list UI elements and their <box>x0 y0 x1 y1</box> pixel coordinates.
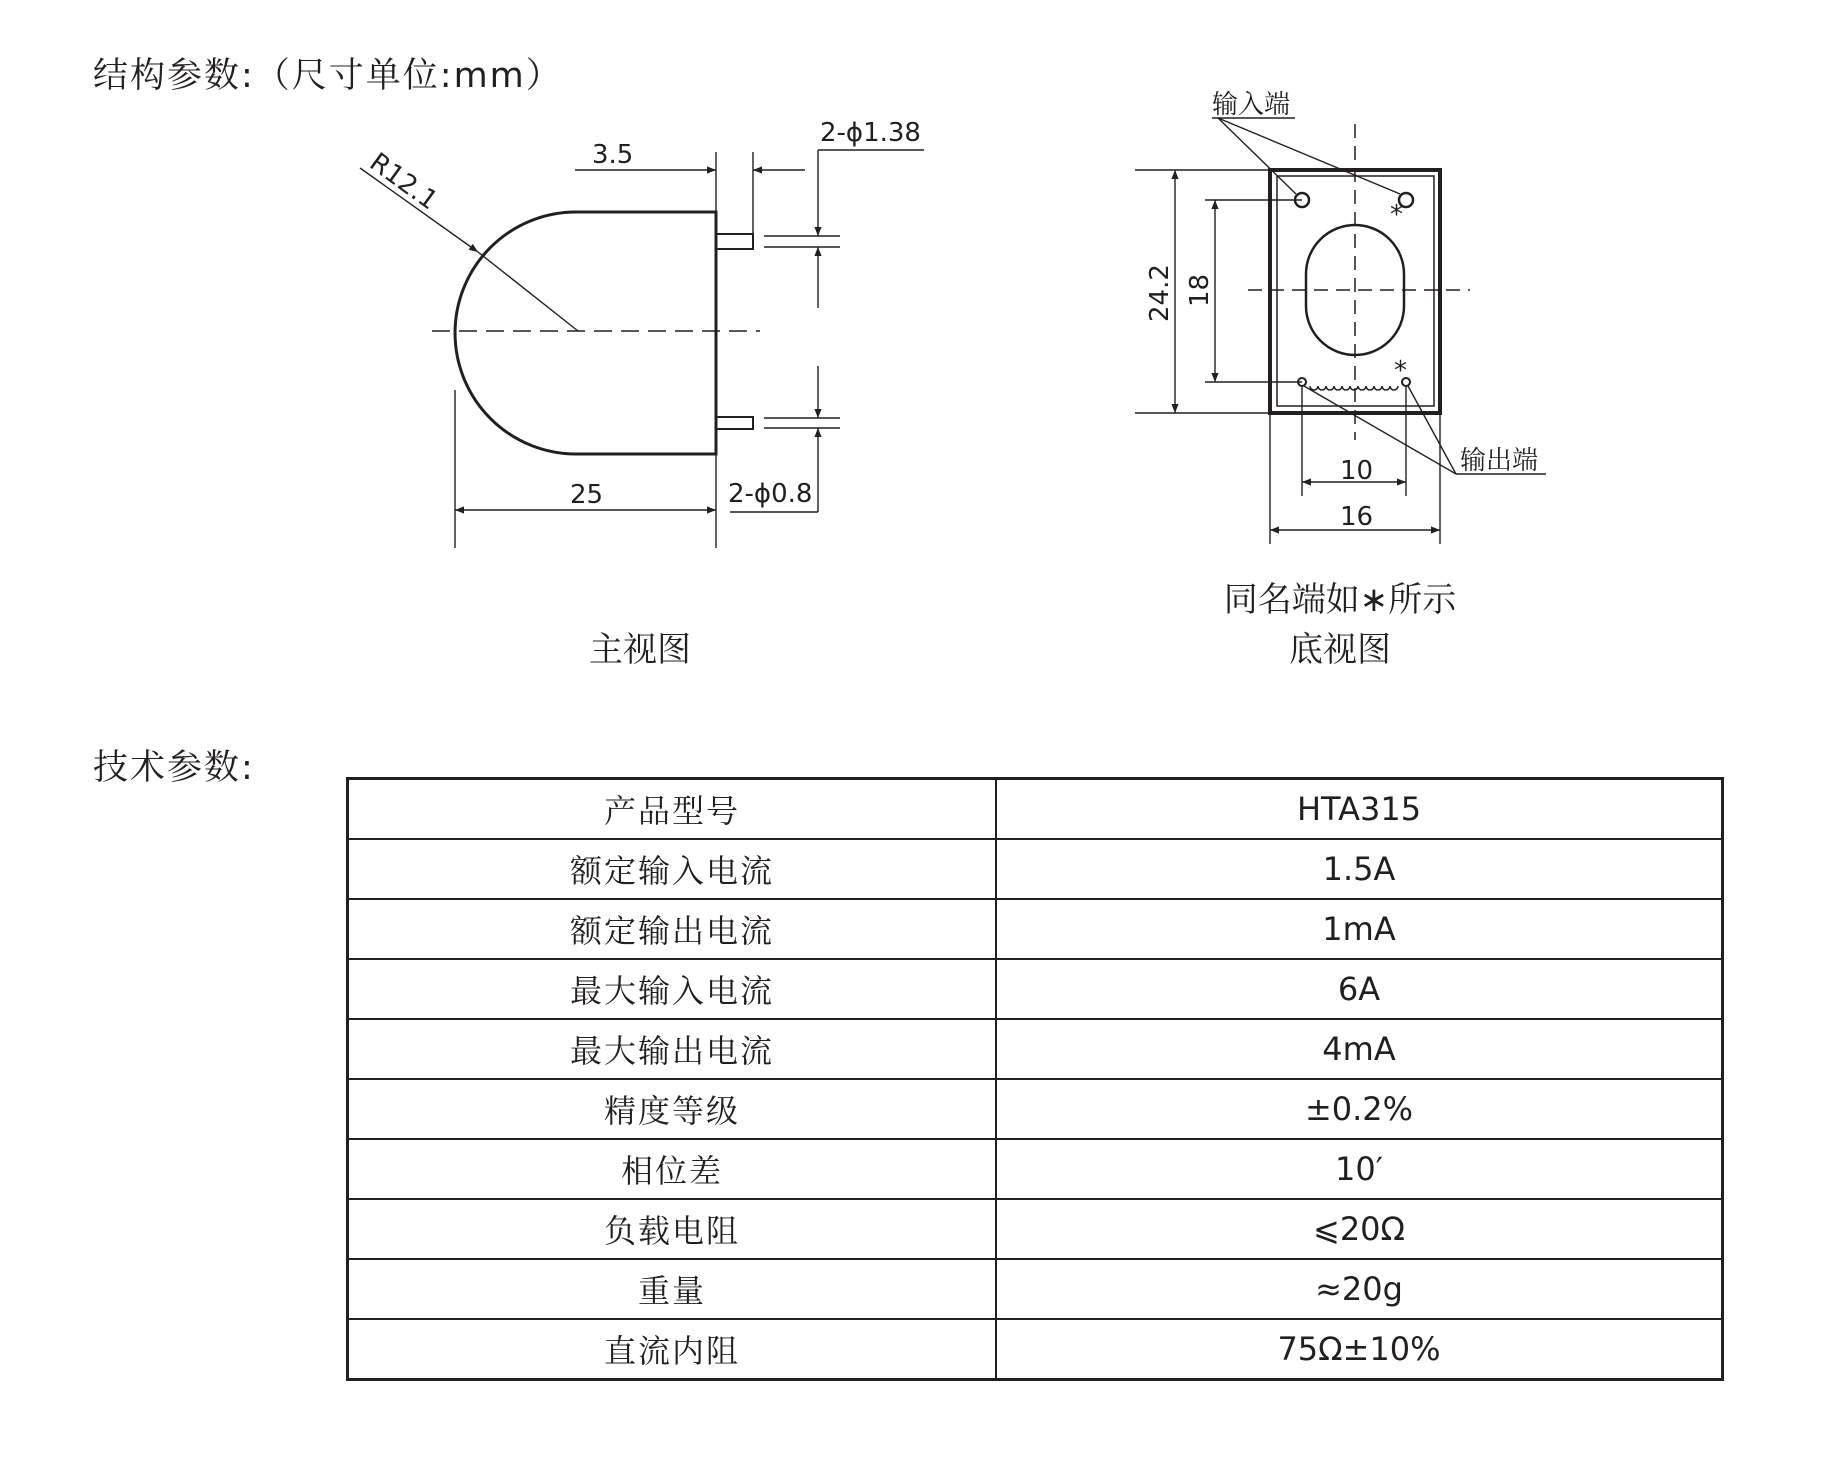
spec-value: ±0.2% <box>996 1079 1723 1139</box>
table-row <box>348 1019 1723 1079</box>
spec-value: 1.5A <box>996 839 1723 899</box>
technical-drawings <box>0 0 1823 720</box>
table-row <box>348 1319 1723 1380</box>
spec-name: 额定输出电流 <box>348 899 997 959</box>
length-label: 25 <box>570 480 604 510</box>
pin-spacing-h-label: 10 <box>1340 456 1374 486</box>
spec-table <box>346 777 1724 1381</box>
structure-heading: 结构参数:（尺寸单位:mm） <box>93 56 563 96</box>
spec-value: 4mA <box>996 1019 1723 1079</box>
input-terminal-label: 输入端 <box>1212 90 1291 120</box>
spec-value: 6A <box>996 959 1723 1019</box>
spec-name: 重量 <box>348 1259 997 1319</box>
spec-value: 10′ <box>996 1139 1723 1199</box>
spec-name: 最大输入电流 <box>348 959 997 1019</box>
table-row <box>348 1139 1723 1199</box>
pin-spacing-v-label: 18 <box>1185 273 1215 307</box>
spec-value: 75Ω±10% <box>996 1319 1723 1380</box>
table-row <box>348 1199 1723 1259</box>
bottom-view-caption: 底视图 <box>1289 630 1391 670</box>
spec-value: HTA315 <box>996 779 1723 840</box>
spec-name: 直流内阻 <box>348 1319 997 1380</box>
pin-dia-top-label: 2-ϕ1.38 <box>820 118 921 148</box>
spec-name: 精度等级 <box>348 1079 997 1139</box>
width-dim-label: 16 <box>1340 502 1374 532</box>
spec-value: ≈20g <box>996 1259 1723 1319</box>
polarity-note: 同名端如∗所示 <box>1223 580 1457 620</box>
table-row <box>348 959 1723 1019</box>
table-row <box>348 1259 1723 1319</box>
bottom-view-labels <box>1145 90 1538 532</box>
secondary-coil <box>1310 386 1398 390</box>
polarity-star-top: * <box>1390 200 1403 230</box>
pin-offset-label: 3.5 <box>592 140 634 170</box>
tech-heading: 技术参数: <box>93 748 255 788</box>
spec-name: 最大输出电流 <box>348 1019 997 1079</box>
front-bottom-pin <box>716 417 753 429</box>
front-view-drawing <box>360 150 924 548</box>
spec-name: 负载电阻 <box>348 1199 997 1259</box>
table-row <box>348 839 1723 899</box>
output-terminal-label: 输出端 <box>1460 446 1539 476</box>
table-row <box>348 779 1723 840</box>
spec-value: 1mA <box>996 899 1723 959</box>
spec-name: 额定输入电流 <box>348 839 997 899</box>
front-view-caption: 主视图 <box>589 630 691 670</box>
table-row <box>348 1079 1723 1139</box>
spec-name: 相位差 <box>348 1139 997 1199</box>
spec-value: ⩽20Ω <box>996 1199 1723 1259</box>
polarity-star-bottom: * <box>1394 356 1407 386</box>
table-row <box>348 899 1723 959</box>
radius-label: R12.1 <box>363 147 443 217</box>
spec-name: 产品型号 <box>348 779 997 840</box>
pin-dia-bottom-label: 2-ϕ0.8 <box>728 479 813 509</box>
height-dim-label: 24.2 <box>1145 264 1175 322</box>
front-top-pin <box>716 234 753 249</box>
front-view-dims <box>364 118 921 510</box>
front-body-outline <box>455 212 716 454</box>
